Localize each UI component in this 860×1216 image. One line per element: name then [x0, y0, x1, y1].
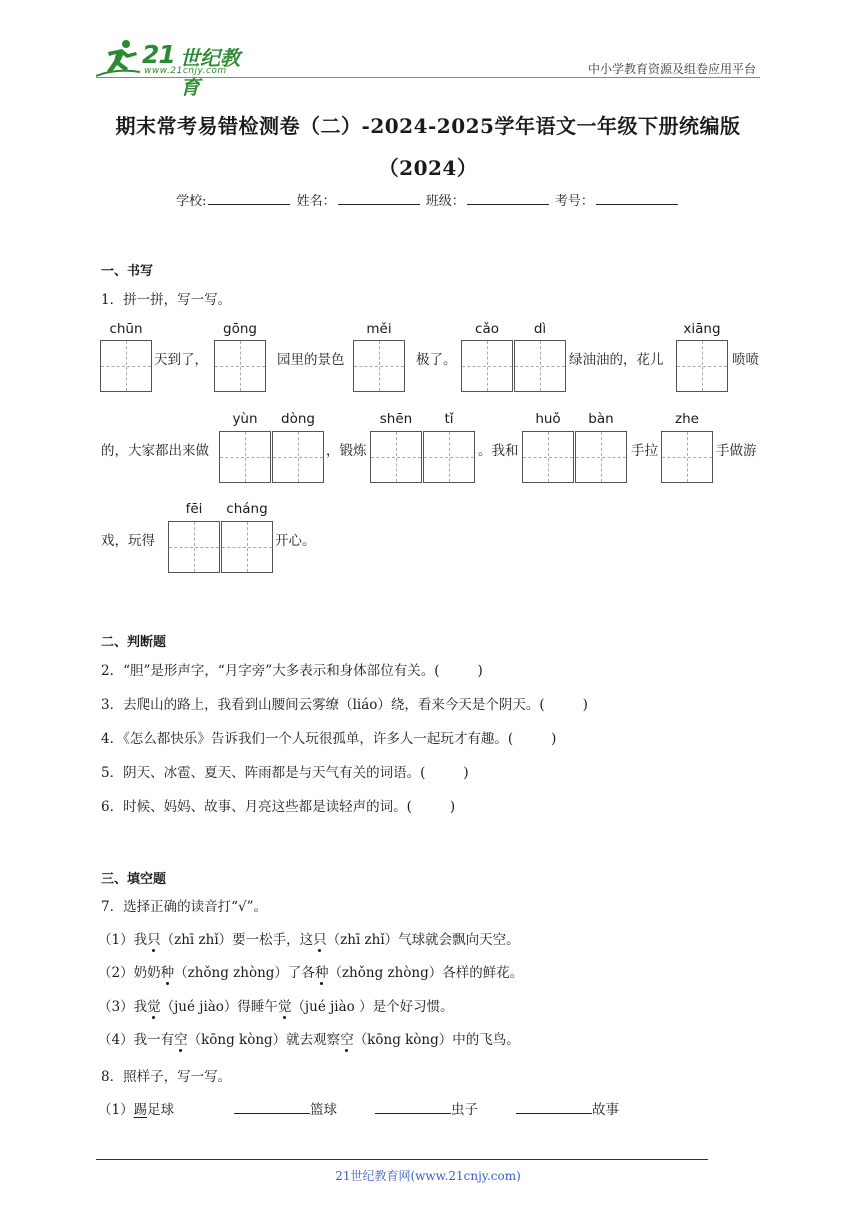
- dotted-char: 觉: [278, 995, 292, 1015]
- class-label: 班级：: [425, 194, 465, 209]
- dotted-char: 种: [161, 961, 175, 981]
- example-item: （1）踢足球: [98, 1102, 175, 1118]
- pinyin-label: tǐ: [444, 411, 454, 427]
- pinyin-label: bàn: [588, 411, 614, 427]
- pinyin-label: xiāng: [683, 321, 721, 337]
- question-7: 7．选择正确的读音打“√”。: [101, 899, 267, 915]
- page-title: 期末常考易错检测卷（二）-2024-2025学年语文一年级下册统编版: [115, 114, 741, 138]
- footer-link[interactable]: 21世纪教育网(www.21cnjy.com): [335, 1169, 521, 1183]
- true-false-item: 2．“胆”是形声字，“月字旁”大多表示和身体部位有关。( ): [101, 663, 483, 679]
- pinyin-label: yùn: [232, 411, 258, 427]
- writing-grid[interactable]: [370, 431, 422, 483]
- true-false-item: 4．《怎么都快乐》告诉我们一个人玩很孤单，许多人一起玩才有趣。( ): [101, 731, 557, 747]
- pinyin-label: chūn: [109, 321, 143, 337]
- writing-grid[interactable]: [168, 521, 220, 573]
- passage-text: 绿油油的，花儿: [569, 352, 664, 368]
- passage-text: 天到了，: [154, 352, 208, 368]
- passage-text: 开心。: [275, 533, 316, 549]
- school-label: 学校:: [176, 194, 207, 209]
- pinyin-label: shēn: [379, 411, 413, 427]
- passage-text: 手拉: [631, 443, 658, 459]
- writing-grid[interactable]: [522, 431, 574, 483]
- passage-text: 喷喷: [732, 352, 759, 368]
- passage-text: 戏，玩得: [101, 533, 155, 549]
- dotted-char: 空: [340, 1028, 354, 1048]
- true-false-item: 3．去爬山的路上，我看到山腰间云雾缭（liáo）绕，看来今天是个阴天。( ): [101, 697, 588, 713]
- section-heading-true-false: 二、判断题: [101, 635, 167, 650]
- passage-text: 园里的景色: [277, 352, 345, 368]
- writing-grid[interactable]: [221, 521, 273, 573]
- pronunciation-item: （1）我只（zhī zhǐ）要一松手，这只（zhī zhǐ）气球就会飘向天空。: [98, 928, 520, 948]
- passage-text: 手做游: [716, 443, 757, 459]
- writing-grid[interactable]: [272, 431, 324, 483]
- pinyin-label: zhe: [675, 411, 699, 427]
- writing-grid[interactable]: [514, 340, 566, 392]
- pronunciation-item: （2）奶奶种（zhǒng zhòng）了各种（zhǒng zhòng）各样的鲜花。: [98, 961, 523, 981]
- passage-text: 。我和: [478, 443, 519, 459]
- class-blank[interactable]: [467, 192, 549, 205]
- header-divider: [96, 77, 760, 78]
- pronunciation-item: （4）我一有空（kōng kòng）就去观察空（kōng kòng）中的飞鸟。: [98, 1028, 520, 1048]
- passage-text: 极了。: [416, 352, 457, 368]
- writing-grid[interactable]: [219, 431, 271, 483]
- platform-name: 中小学教育资源及组卷应用平台: [587, 62, 756, 76]
- school-blank[interactable]: [208, 192, 290, 205]
- logo-url: www.21cnjy.com: [144, 66, 227, 76]
- dotted-char: 觉: [147, 995, 161, 1015]
- section-heading-writing: 一、书写: [101, 264, 154, 279]
- logo-text: 世纪教育: [180, 46, 240, 99]
- answer-blank[interactable]: [516, 1101, 592, 1114]
- question-1: 1．拼一拼，写一写。: [101, 292, 232, 308]
- pinyin-label: dòng: [281, 411, 315, 427]
- dotted-char: 空: [174, 1028, 188, 1048]
- writing-grid[interactable]: [661, 431, 713, 483]
- pinyin-label: dì: [533, 321, 547, 337]
- footer-divider: [96, 1159, 708, 1160]
- writing-grid[interactable]: [461, 340, 513, 392]
- section-heading-fill-blank: 三、填空题: [101, 872, 167, 887]
- passage-text: 的，大家都出来做: [101, 443, 209, 459]
- writing-grid[interactable]: [100, 340, 152, 392]
- answer-blank[interactable]: [375, 1101, 451, 1114]
- fill-item: 篮球: [234, 1098, 337, 1118]
- page-title-year: （2024）: [378, 156, 478, 180]
- name-label: 姓名：: [296, 194, 336, 209]
- true-false-item: 6．时候、妈妈、故事、月亮这些都是读轻声的词。( ): [101, 799, 456, 815]
- exam-no-label: 考号：: [554, 194, 594, 209]
- pinyin-label: cháng: [226, 501, 268, 517]
- example-verb: 踢: [133, 1102, 148, 1118]
- pinyin-label: fēi: [185, 501, 203, 517]
- dotted-char: 只: [147, 928, 161, 948]
- logo-number: 21: [142, 40, 175, 69]
- exam-no-blank[interactable]: [596, 192, 678, 205]
- question-8: 8．照样子，写一写。: [101, 1069, 232, 1085]
- name-blank[interactable]: [338, 192, 420, 205]
- pinyin-label: huǒ: [535, 411, 561, 427]
- fill-item: 故事: [516, 1098, 619, 1118]
- pronunciation-item: （3）我觉（jué jiào）得睡午觉（jué jiào ）是个好习惯。: [98, 995, 454, 1015]
- pinyin-label: gōng: [223, 321, 257, 337]
- writing-grid[interactable]: [423, 431, 475, 483]
- fill-item: 虫子: [375, 1098, 478, 1118]
- writing-grid[interactable]: [214, 340, 266, 392]
- true-false-item: 5．阴天、冰雹、夏天、阵雨都是与天气有关的词语。( ): [101, 765, 469, 781]
- student-info: [96, 190, 760, 209]
- writing-grid[interactable]: [575, 431, 627, 483]
- writing-grid[interactable]: [676, 340, 728, 392]
- dotted-char: 种: [315, 961, 329, 981]
- dotted-char: 只: [313, 928, 327, 948]
- logo: [96, 38, 256, 99]
- runner-logo-icon: [96, 38, 142, 78]
- answer-blank[interactable]: [234, 1101, 310, 1114]
- pinyin-label: měi: [366, 321, 392, 337]
- writing-grid[interactable]: [353, 340, 405, 392]
- pinyin-label: cǎo: [475, 321, 499, 337]
- passage-text: ，锻炼: [326, 443, 367, 459]
